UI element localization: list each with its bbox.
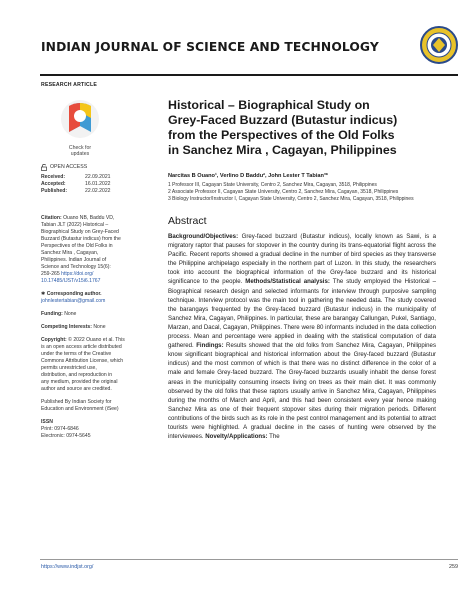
citation-line: Philippines. Indian Journal of <box>41 257 107 263</box>
date-value: 22.02.2022 <box>85 188 111 194</box>
article-type: RESEARCH ARTICLE <box>41 82 98 88</box>
affiliation-item: 2 Associate Professor II, Cagayan State University, Centro 2, Sanchez Mira, Cagayan, 3518, Philippines <box>168 189 399 195</box>
date-row <box>41 188 163 195</box>
publisher-line: Education and Environment (iSee) <box>41 406 119 412</box>
open-access <box>41 164 163 171</box>
affiliation-item: 1 Professor III, Cagayan State University, Centro 2, Sanchez Mira, Cagayan, 3518, Philippines <box>168 182 377 188</box>
article-dates <box>41 174 163 195</box>
check-updates-line-1: Check for <box>68 145 92 151</box>
page-number: 259 <box>449 564 458 570</box>
copyright-line: is an open access article distributed <box>41 344 122 350</box>
check-updates-label[interactable] <box>57 145 103 157</box>
copyright-line: under the terms of the Creative <box>41 351 112 357</box>
corresponding-label: Corresponding author. <box>46 291 102 297</box>
copyright-line: author and source are credited. <box>41 386 112 392</box>
title-line: Historical – Biographical Study on <box>168 98 370 112</box>
abstract-background-label: Background/Objectives: <box>168 233 239 240</box>
footer-rule <box>40 559 458 560</box>
date-key: Published: <box>41 188 68 194</box>
open-lock-icon <box>41 164 47 171</box>
date-value: 16.01.2022 <box>85 181 111 187</box>
crossmark-bookmark-icon[interactable] <box>57 98 103 140</box>
citation-line: Sanchez Mira , Cagayan, <box>41 250 99 256</box>
citation-line: Tabian JLT (2022) Historical – <box>41 222 109 228</box>
title-line: Grey-Faced Buzzard (Butastur indicus) <box>168 113 398 127</box>
publisher-block <box>41 399 163 413</box>
journal-seal-logo <box>420 26 458 64</box>
citation-line: Perspectives of the Old Folks in <box>41 243 113 249</box>
abstract-findings-label: Findings: <box>196 342 224 350</box>
citation-label: Citation: <box>41 215 62 221</box>
title-line: in Sanchez Mira , Cagayan, Philippines <box>168 143 397 157</box>
corresponding-block <box>41 291 163 305</box>
copyright-block <box>41 337 163 393</box>
competing-label: Competing Interests: <box>41 324 92 330</box>
abstract-findings-text: Results showed that the old folks from Sanchez Mira, Cagayan, Philippines know significant biographical and historical information about the Grey-faced buzzard (Butastur indicus) and the most common of which is that there was no distinct difference in the color of a male and female Grey-faced buzzard. The Grey-faced buzzards usually inhabit the dense forest areas in the municipality consuming insects living on trees as their main diet. It was commonly observed by the old folks that these raptors usually arrive in Sanchez Mira, Cagayan, Philippines during the months of March and April, and this had been consistent every year hence making Sanchez Mira as one of their frequent stopover sites during their migration periods. Different contributions of the birds such as its role in the pest control management and its potential to attract tourists were highlighted. A gradual decline in the cases of hunting were observed by the interviewees. <box>168 342 436 441</box>
funding-value: None <box>64 311 77 317</box>
abstract-background-text: Grey-faced buzzard (Butastur indicus), locally known as Sawi, is a migratory raptor that pauses for stopover in the country during its trans-equatorial flight across the Pacific. Recent reports showed a gradual decline in the number of bird species as they transverse the Philippine archipelago especially in the northern part of Luzon. In this study, the researchers took into account the biographical information of the Grey-face buzzard and its historical significance to the people. <box>168 233 436 286</box>
abstract-novelty-text: The <box>267 433 280 441</box>
competing-value: None <box>93 324 106 330</box>
corresponding-email-link[interactable]: johnlestertabian@gmail.com <box>41 298 106 304</box>
abstract-heading: Abstract <box>168 215 207 227</box>
abstract-methods-text: The study employed the Historical – Biographical research design and selected informants for interview through purposive sampling technique. Interview protocol was the main tool in gathering the needed data. The study covered the barangays frequented by the Grey-faced buzzard (Butastur indicus) in the municipality of Sanchez Mira, Cagayan, Philippines. In particular, these are barangay Callungan, Pukel, Santiago, Marzan, and Dacal, Cagayan, Philippines. There were 80 informants included in the data collection process. Mean and percentage were applied in dealing with the statistical computation of data gathered. <box>168 278 436 350</box>
affiliation-item: 3 Biology Instructor/Instructor I, Cagayan State University, Centro 2, Sanchez Mira, Cagayan, 3518, Philippines <box>168 196 414 202</box>
abstract-novelty-label: Novelty/Applications: <box>205 433 268 441</box>
open-access-label: OPEN ACCESS <box>50 164 88 170</box>
footer-url-link[interactable]: https://www.indjst.org/ <box>41 564 94 570</box>
issn-block <box>41 419 163 440</box>
affiliations <box>168 182 436 203</box>
issn-label: ISSN <box>41 419 53 425</box>
date-key: Received: <box>41 174 66 180</box>
author-list: Narcitas B Ouano¹, Verlino D Baddu², John Lester T Tabian³* <box>168 173 328 179</box>
competing-block <box>41 324 163 331</box>
copyright-line: distribution, and reproduction in <box>41 372 113 378</box>
citation-line: Buzzard (Butastur indicus) from the <box>41 236 121 242</box>
doi-link[interactable]: https://doi.org/ <box>61 271 94 277</box>
journal-header <box>41 40 421 60</box>
abstract-methods-label: Methods/Statistical analysis: <box>245 278 330 286</box>
journal-title: INDIAN JOURNAL OF SCIENCE AND TECHNOLOGY <box>41 40 379 54</box>
funding-label: Funding: <box>41 311 63 317</box>
issn-electronic: Electronic: 0974-5645 <box>41 433 91 439</box>
citation-line: Ouano NB, Baddu VD, <box>63 215 115 221</box>
copyright-line: any medium, provided the original <box>41 379 118 385</box>
article-title <box>168 98 436 158</box>
check-updates-line-2: updates <box>70 151 90 157</box>
issn-print: Print: 0974-6846 <box>41 426 79 432</box>
copyright-line: Commons Attribution License, which <box>41 358 124 364</box>
corresponding-icon: ✱ <box>41 291 46 297</box>
publisher-line: Published By Indian Society for <box>41 399 112 405</box>
copyright-line: permits unrestricted use, <box>41 365 97 371</box>
funding-block <box>41 311 163 318</box>
abstract-body <box>168 232 436 441</box>
date-row <box>41 174 163 181</box>
copyright-label: Copyright: <box>41 337 67 343</box>
citation-line: Science and Technology 15(6): <box>41 264 111 270</box>
citation-line: Biographical Study on Grey-Faced <box>41 229 119 235</box>
copyright-line: © 2022 Ouano et al. This <box>68 337 125 343</box>
article-sidebar <box>41 98 163 440</box>
doi-link[interactable]: 10.17485/IJST/v15i6.1767 <box>41 278 101 284</box>
date-key: Accepted: <box>41 181 66 187</box>
article-main <box>168 98 436 441</box>
date-value: 22.09.2021 <box>85 174 111 180</box>
header-rule <box>40 74 458 76</box>
title-line: from the Perspectives of the Old Folks <box>168 128 395 142</box>
citation-line: 259-265 <box>41 271 60 277</box>
citation-block <box>41 215 163 285</box>
date-row <box>41 181 163 188</box>
